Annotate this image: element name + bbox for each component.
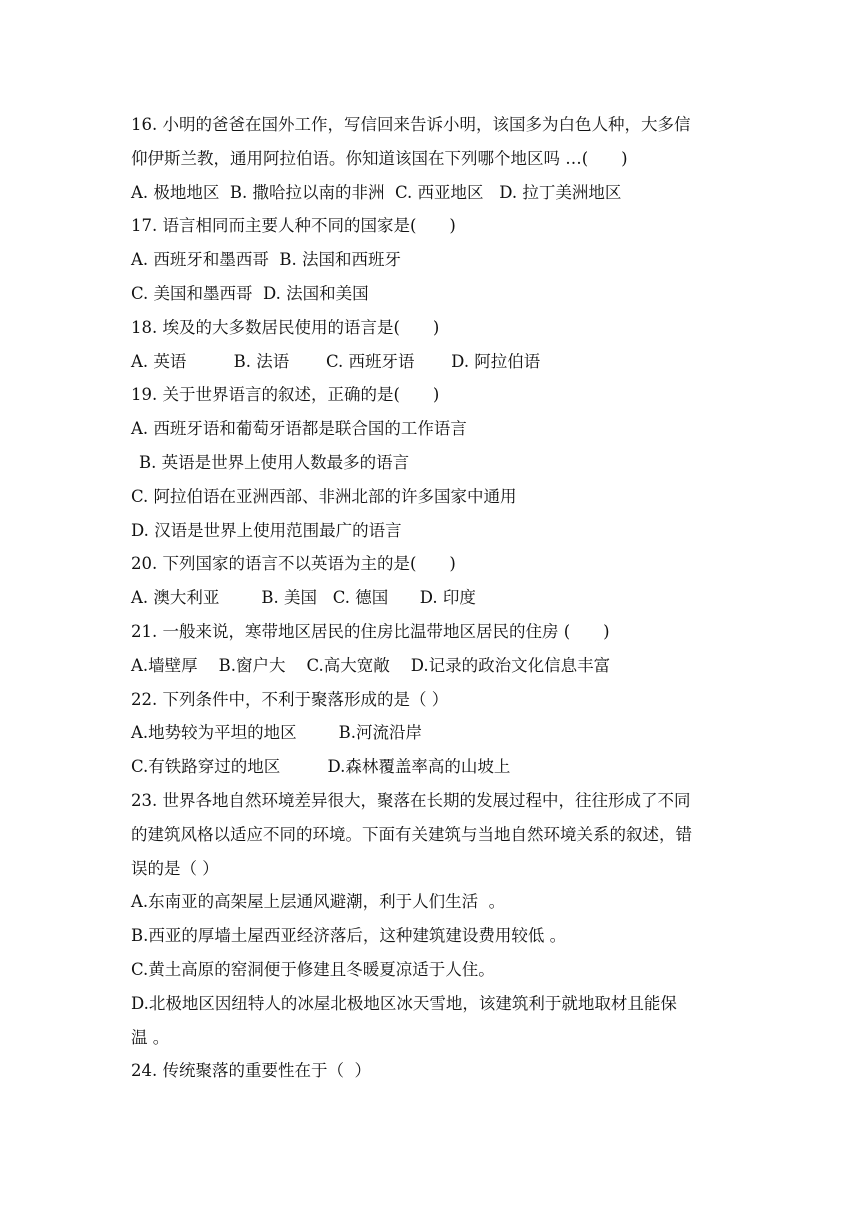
- q23-option-a: A.东南亚的高架屋上层通风避潮，利于人们生活 。: [131, 892, 506, 912]
- q23-line-3: 误的是（ ）: [131, 858, 219, 878]
- q23-option-d-line-2: 温 。: [131, 1027, 170, 1047]
- q17-options-ab: A. 西班牙和墨西哥 B. 法国和西班牙: [131, 250, 402, 270]
- q16-line-1: 16. 小明的爸爸在国外工作，写信回来告诉小明，该国多为白色人种，大多信: [131, 115, 691, 134]
- q19-option-d: D. 汉语是世界上使用范围最广的语言: [131, 520, 402, 540]
- q19-option-c: C. 阿拉伯语在亚洲西部、非洲北部的许多国家中通用: [131, 486, 517, 506]
- q23-option-c: C.黄土高原的窑洞便于修建且冬暖夏凉适于人住。: [131, 959, 495, 979]
- q17-options-cd: C. 美国和墨西哥 D. 法国和美国: [131, 283, 369, 303]
- q20-stem: 20. 下列国家的语言不以英语为主的是( ): [131, 554, 456, 574]
- q23-option-d-line-1: D.北极地区因纽特人的冰屋北极地区冰天雪地，该建筑利于就地取材且能保: [131, 993, 677, 1013]
- q20-options: A. 澳大利亚 B. 美国 C. 德国 D. 印度: [131, 588, 476, 608]
- q19-option-b: B. 英语是世界上使用人数最多的语言: [139, 452, 410, 472]
- q23-option-b: B.西亚的厚墙土屋西亚经济落后，这种建筑建设费用较低 。: [131, 926, 567, 946]
- q18-options: A. 英语 B. 法语 C. 西班牙语 D. 阿拉伯语: [131, 351, 541, 371]
- q19-stem: 19. 关于世界语言的叙述，正确的是( ): [131, 385, 440, 405]
- q21-stem: 21. 一般来说，寒带地区居民的住房比温带地区居民的住房 ( ): [131, 621, 610, 641]
- q24-stem: 24. 传统聚落的重要性在于（ ）: [131, 1061, 371, 1081]
- q22-options-ab: A.地势较为平坦的地区 B.河流沿岸: [131, 723, 422, 743]
- q22-options-cd: C.有铁路穿过的地区 D.森林覆盖率高的山坡上: [131, 757, 511, 777]
- q16-line-2: 仰伊斯兰教，通用阿拉伯语。你知道该国在下列哪个地区吗 …( ): [131, 148, 628, 168]
- q23-line-2: 的建筑风格以适应不同的环境。下面有关建筑与当地自然环境关系的叙述，错: [131, 824, 692, 844]
- q19-option-a: A. 西班牙语和葡萄牙语都是联合国的工作语言: [131, 419, 467, 439]
- q21-options: A.墙壁厚 B.窗户大 C.高大宽敞 D.记录的政治文化信息丰富: [131, 655, 611, 675]
- q23-line-1: 23. 世界各地自然环境差异很大，聚落在长期的发展过程中，往往形成了不同: [131, 790, 691, 810]
- q22-stem: 22. 下列条件中，不利于聚落形成的是（ ）: [131, 689, 449, 709]
- q16-options: A. 极地地区 B. 撒哈拉以南的非洲 C. 西亚地区 D. 拉丁美洲地区: [131, 182, 622, 202]
- q18-stem: 18. 埃及的大多数居民使用的语言是( ): [131, 317, 440, 337]
- q17-stem: 17. 语言相同而主要人种不同的国家是( ): [131, 216, 456, 236]
- question-text: [131, 108, 731, 1088]
